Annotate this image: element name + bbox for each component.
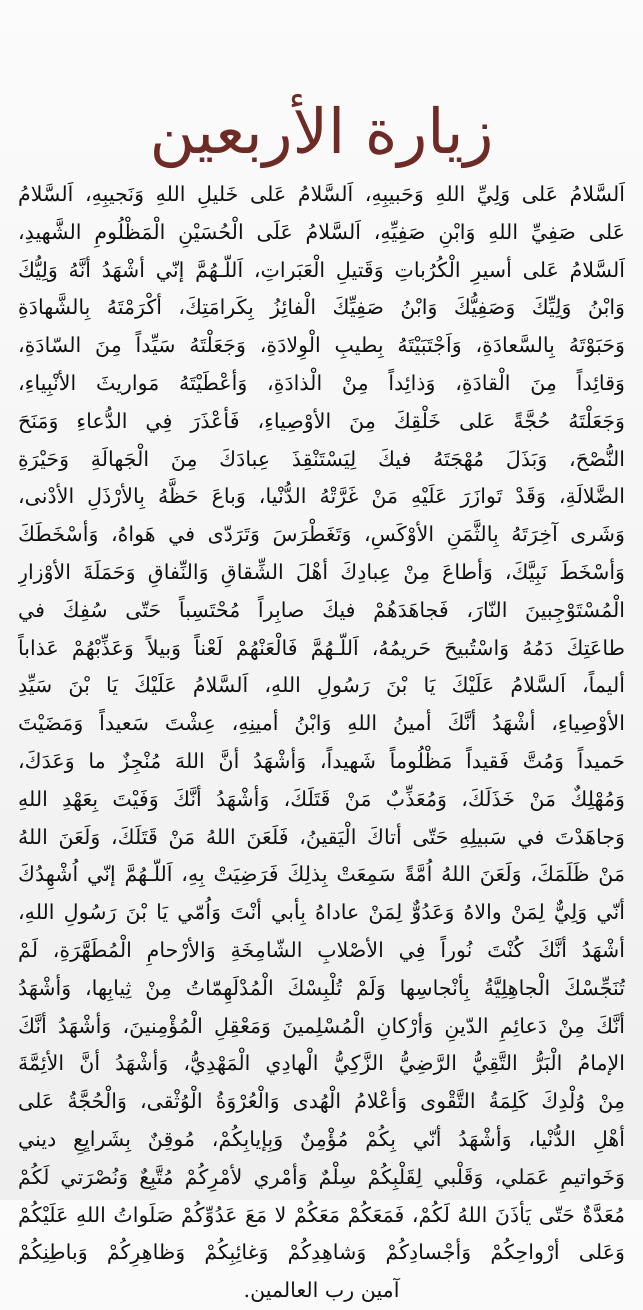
ziyarah-text — [18, 176, 625, 1310]
text-line: أليماً، اَلسَّلامُ عَلَيْكَ يَا بْنَ رَسُولِ اللهِ، اَلسَّلامُ عَلَيْكَ يَا بْنَ سَيِّدِ — [18, 673, 625, 698]
text-line: وَعَلى أرْواحِكُمْ وَأجْسادِكُمْ وَشاهِدِكُمْ وَغائِبِكُمْ وَظاهِرِكُمْ وَباطِنِكُمْ — [18, 1240, 625, 1265]
text-line: مَنْ ظَلَمَكَ، وَلَعَنَ اللهُ اُمَّةً سَمِعَتْ بِذلِكَ فَرَضِيَتْ بِهِ، اَللّـهُمَّ إنّي اُشْهِدُكَ — [18, 862, 625, 887]
text-line: النُّصْحَ، وَبَذَلَ مُهْجَتَهُ فيكَ لِيَسْتَنْقِذَ عِبادَكَ مِنَ الْجَهالَةِ وَحَيْرَةِ — [18, 446, 625, 471]
text-line: طاعَتِكَ دَمُهُ وَاسْتُبيحَ حَريمُهُ، اَللّـهُمَّ فَالْعَنْهُمْ لَعْناً وَبيلاً وَعَذِّبْهُمْ عَذاباً — [18, 635, 625, 660]
text-line: حَميداً وَمُتَّ فَقيداً مَظْلُوماً شَهيداً، وَأشْهَدُ أنَّ اللهَ مُنْجِزٌ ما وَعَدَكَ، — [18, 748, 625, 773]
text-line: أهْلِ الدُّنْيا، وَأشْهَدُ أنّي بِكُمْ مُؤْمِنٌ وَبِإيابِكُمْ، مُوقِنٌ بِشَرايِعِ ديني — [18, 1126, 625, 1151]
text-line: أنّي وَلِيٌّ لِمَنْ والاهُ وَعَدُوٌّ لِمَنْ عاداهُ بِأبي أنْتَ وَاُمّي يَا بْنَ رَسُولِ اللهِ، — [18, 900, 625, 925]
text-line: اَلسَّلامُ عَلى أسيرِ الْكُرُباتِ وَقَتيلِ الْعَبَراتِ، اَللّـهُمَّ إنّي أشْهَدُ أنَّهُ وَلِيُّكَ — [18, 257, 625, 282]
text-line: مُعَدَّةٌ حَتّى يَأذَنَ اللهُ لَكُمْ، فَمَعَكُمْ مَعَكُمْ لا مَعَ عَدُوِّكُمْ صَلَواتُ اللهِ عَلَيْكُمْ — [18, 1202, 625, 1227]
text-line: عَلى صَفِيِّ اللهِ وَابْنِ صَفِيِّهِ، اَلسَّلامُ عَلَى الْحُسَيْنِ الْمَظْلُومِ الشَّهيدِ، — [18, 219, 625, 244]
closing-line: آمين رب العالمين. — [243, 1278, 400, 1303]
text-line: وَحَبَوْتَهُ بِالسَّعادَةِ، وَاَجْتَبَيْتَهُ بِطيبِ الْوِلادَةِ، وَجَعَلْتَهُ سَيِّداً مِنَ السّادَةِ، — [18, 333, 625, 358]
text-line: الْمُسْتَوْجِبينَ النّارَ، فَجاهَدَهُمْ فيكَ صابِراً مُحْتَسِباً حَتّى سُفِكَ في — [18, 597, 625, 622]
text-line: الضَّلالَةِ، وَقَدْ تَوازَرَ عَلَيْهِ مَنْ غَرَّتْهُ الدُّنْيا، وَباعَ حَظَّهُ بِالأرْذَلِ الأدْنى، — [18, 484, 625, 509]
text-line: وَشَرى آخِرَتَهُ بِالثَّمَنِ الأوْكَسِ، وَتَغَطْرَسَ وَتَرَدّى في هَواهُ، وَأسْخَطَكَ — [18, 522, 625, 547]
page-title: زيارة الأربعين — [149, 95, 494, 168]
text-line: أنَّكَ مِنْ دَعائِمِ الدّينِ وَأرْكانِ الْمُسْلِمينَ وَمَعْقِلِ الْمُؤْمِنينَ، وَأشْهَدُ أنَّكَ — [18, 1013, 625, 1038]
text-line: وَخَواتيمِ عَمَلي، وَقَلْبي لِقَلْبِكُمْ سِلْمٌ وَأمْري لأمْرِكُمْ مُتَّبِعٌ وَنُصْرَتي لَكُمْ — [18, 1164, 625, 1189]
text-line: وَقائِداً مِنَ الْقادَةِ، وَذائِداً مِنْ الْذادَةِ، وَأعْطَيْتَهُ مَواريثَ الأنْبِياءِ، — [18, 370, 625, 395]
text-line: وَأسْخَطَ نَبِيَّكَ، وَأطاعَ مِنْ عِبادِكَ أهْلَ الشِّقاقِ وَالنِّفاقِ وَحَمَلَةَ الأوْزارِ — [18, 559, 625, 584]
text-line: مِنْ وُلْدِكَ كَلِمَةُ التَّقْوى وَأعْلامُ الْهُدى وَالْعُرْوَةُ الْوُثْقى، وَالْحُجَّةُ عَلى — [18, 1089, 625, 1114]
text-line: الأوْصِياءِ، أشْهَدُ أنَّكَ أمينُ اللهِ وَابْنُ أمينِهِ، عِشْتَ سَعيداً وَمَضَيْتَ — [18, 711, 625, 736]
text-line: أشْهَدُ أنَّكَ كُنْتَ نُوراً فِي الأصْلابِ الشّامِخَةِ وَالأرْحامِ الْمُطَهَّرَةِ، لَمْ — [18, 937, 625, 962]
text-line: اَلسَّلامُ عَلى وَلِيِّ اللهِ وَحَبيبِهِ، اَلسَّلامُ عَلى خَليلِ اللهِ وَنَجيبِهِ، اَلسَّلامُ — [18, 182, 625, 206]
text-line: الإمامُ الْبَرُّ التَّقِيُّ الرَّضِيُّ الزَّكِيُّ الْهادِي الْمَهْدِيُّ، وَأشْهَدُ أنَّ الأئِمَّةَ — [18, 1051, 625, 1076]
text-line: وَجَعَلْتَهُ حُجَّةً عَلى خَلْقِكَ مِنَ الأوْصِياءِ، فَأعْذَرَ فِي الدُّعاءِ وَمَنَحَ — [18, 408, 625, 433]
text-line: وَابْنُ وَلِيِّكَ وَصَفِيُّكَ وَابْنُ صَفِيِّكَ الْفائِزُ بِكَرامَتِكَ، أكْرَمْتَهُ بِالشَّهادَةِ — [18, 295, 625, 320]
text-line: وَجاهَدْتَ في سَبيلِهِ حَتّى أتاكَ الْيَقينُ، فَلَعَنَ اللهُ مَنْ قَتَلَكَ، وَلَعَنَ اللهُ — [18, 824, 625, 849]
text-line: وَمُهْلِكٌ مَنْ خَذَلَكَ، وَمُعَذِّبٌ مَنْ قَتَلَكَ، وَأشْهَدُ أنَّكَ وَفَيْتَ بِعَهْدِ اللهِ — [18, 786, 625, 811]
text-line: تُنَجِّسْكَ الْجاهِلِيَّةُ بِأنْجاسِها وَلَمْ تُلْبِسْكَ الْمُدْلَهِمّاتُ مِنْ ثِيابِها، وَأشْهَدُ — [18, 975, 625, 1000]
